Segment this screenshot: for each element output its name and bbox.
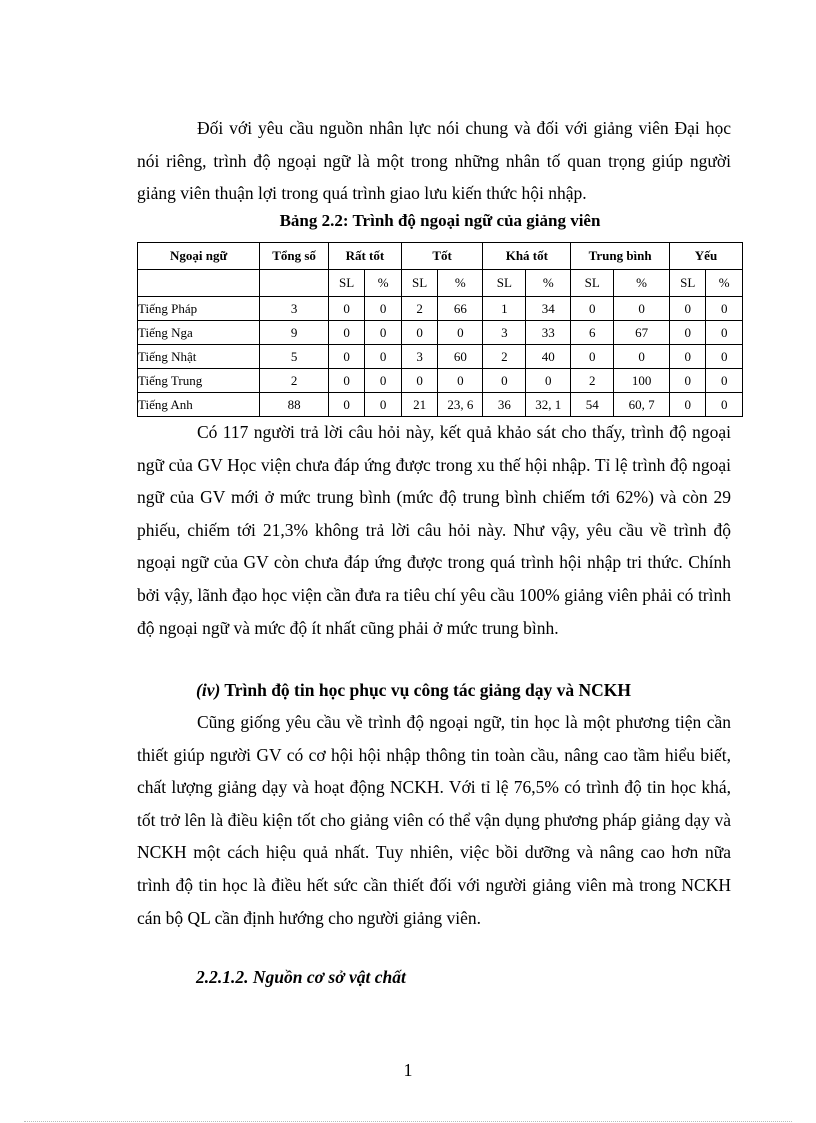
subheader-pct: % bbox=[365, 270, 401, 297]
subheader-sl: SL bbox=[483, 270, 526, 297]
cell: 21 bbox=[401, 393, 437, 417]
cell: 3 bbox=[483, 321, 526, 345]
cell: 0 bbox=[526, 369, 571, 393]
intro-paragraph: Đối với yêu cầu nguồn nhân lực nói chung và đối với giảng viên Đại học nói riêng, trình độ ngoại ngữ là một trong những nhân tố quan trọng giúp người giảng viên thuận lợi trong quá trình giao lưu kiến thức hội nhập. bbox=[137, 118, 731, 204]
cell: 2 bbox=[571, 369, 614, 393]
subheader-empty bbox=[138, 270, 260, 297]
cell: 0 bbox=[328, 321, 364, 345]
row-total: 9 bbox=[260, 321, 329, 345]
cell: 54 bbox=[571, 393, 614, 417]
cell: 0 bbox=[483, 369, 526, 393]
cell: 0 bbox=[669, 321, 705, 345]
section-heading: 2.2.1.2. Nguồn cơ sở vật chất bbox=[196, 967, 406, 987]
cell: 0 bbox=[438, 321, 483, 345]
cell: 23, 6 bbox=[438, 393, 483, 417]
table-row bbox=[138, 345, 743, 369]
table-subheader-row bbox=[138, 270, 743, 297]
cell: 0 bbox=[706, 393, 743, 417]
cell: 0 bbox=[614, 297, 670, 321]
header-fairly-good: Khá tốt bbox=[483, 243, 571, 270]
cell: 66 bbox=[438, 297, 483, 321]
cell: 36 bbox=[483, 393, 526, 417]
row-total: 2 bbox=[260, 369, 329, 393]
subheader-sl: SL bbox=[401, 270, 437, 297]
cell: 34 bbox=[526, 297, 571, 321]
cell: 60 bbox=[438, 345, 483, 369]
cell: 2 bbox=[483, 345, 526, 369]
cell: 32, 1 bbox=[526, 393, 571, 417]
subheader-pct: % bbox=[706, 270, 743, 297]
cell: 40 bbox=[526, 345, 571, 369]
survey-paragraph: Có 117 người trả lời câu hỏi này, kết quả khảo sát cho thấy, trình độ ngoại ngữ của GV Học viện chưa đáp ứng được trong xu thế hội nhập. Tỉ lệ trình độ ngoại ngữ của GV mới ở mức trung bình (mức độ trung bình chiếm tới 62%) và còn 29 phiếu, chiếm tới 21,3% không trả lời câu hỏi này. Như vậy, yêu cầu về trình độ ngoại ngữ của GV còn chưa đáp ứng được trong quá trình hội nhập tri thức. Chính bởi vậy, lãnh đạo học viện cần đưa ra tiêu chí yêu cầu 100% giảng viên phải có trình độ ngoại ngữ và mức độ ít nhất cũng phải ở mức trung bình. bbox=[137, 422, 731, 638]
cell: 0 bbox=[438, 369, 483, 393]
row-language: Tiếng Nhật bbox=[138, 345, 260, 369]
cell: 3 bbox=[401, 345, 437, 369]
cell: 0 bbox=[669, 393, 705, 417]
header-language: Ngoại ngữ bbox=[138, 243, 260, 270]
header-weak: Yếu bbox=[669, 243, 742, 270]
subheader-pct: % bbox=[614, 270, 670, 297]
subheader-empty bbox=[260, 270, 329, 297]
cell: 6 bbox=[571, 321, 614, 345]
table-header-row bbox=[138, 243, 743, 270]
language-level-table bbox=[137, 242, 743, 417]
cell: 0 bbox=[614, 345, 670, 369]
row-language: Tiếng Trung bbox=[138, 369, 260, 393]
cell: 0 bbox=[328, 369, 364, 393]
cell: 0 bbox=[571, 297, 614, 321]
cell: 0 bbox=[365, 297, 401, 321]
row-total: 3 bbox=[260, 297, 329, 321]
cell: 0 bbox=[669, 297, 705, 321]
cell: 0 bbox=[401, 321, 437, 345]
cell: 0 bbox=[706, 369, 743, 393]
cell: 0 bbox=[328, 345, 364, 369]
cell: 60, 7 bbox=[614, 393, 670, 417]
table-row bbox=[138, 393, 743, 417]
table-row bbox=[138, 297, 743, 321]
page-number: 1 bbox=[403, 1060, 413, 1080]
row-language: Tiếng Nga bbox=[138, 321, 260, 345]
row-language: Tiếng Pháp bbox=[138, 297, 260, 321]
it-paragraph: Cũng giống yêu cầu về trình độ ngoại ngữ, tin học là một phương tiện cần thiết giúp người GV có cơ hội hội nhập thông tin toàn cầu, nâng cao tầm hiểu biết, chất lượng giảng dạy và hoạt động NCKH. Với tỉ lệ 76,5% có trình độ tin học khá, tốt trở lên là điều kiện tốt cho giảng viên có thể vận dụng phương pháp giảng dạy và NCKH một cách hiệu quả nhất. Tuy nhiên, việc bồi dưỡng và nâng cao hơn nữa trình độ tin học là điều hết sức cần thiết đối với người giảng viên mà trong NCKH cán bộ QL cần định hướng cho người giảng viên. bbox=[137, 712, 731, 928]
cell: 67 bbox=[614, 321, 670, 345]
cell: 0 bbox=[669, 369, 705, 393]
cell: 0 bbox=[706, 345, 743, 369]
cell: 0 bbox=[706, 321, 743, 345]
subheader-pct: % bbox=[438, 270, 483, 297]
page-bottom-rule bbox=[24, 1121, 792, 1122]
cell: 0 bbox=[706, 297, 743, 321]
cell: 100 bbox=[614, 369, 670, 393]
row-total: 88 bbox=[260, 393, 329, 417]
cell: 0 bbox=[365, 393, 401, 417]
cell: 0 bbox=[571, 345, 614, 369]
cell: 2 bbox=[401, 297, 437, 321]
cell: 0 bbox=[669, 345, 705, 369]
cell: 0 bbox=[365, 345, 401, 369]
header-good: Tốt bbox=[401, 243, 483, 270]
header-very-good: Rất tốt bbox=[328, 243, 401, 270]
subheading-label: (iv) bbox=[196, 680, 221, 700]
cell: 0 bbox=[365, 369, 401, 393]
subheading-text: Trình độ tin học phục vụ công tác giảng dạy và NCKH bbox=[220, 680, 631, 700]
header-average: Trung bình bbox=[571, 243, 670, 270]
cell: 1 bbox=[483, 297, 526, 321]
subheader-sl: SL bbox=[571, 270, 614, 297]
row-total: 5 bbox=[260, 345, 329, 369]
cell: 0 bbox=[401, 369, 437, 393]
table-caption: Bảng 2.2: Trình độ ngoại ngữ của giảng viên bbox=[279, 211, 601, 230]
subheading-it-skills bbox=[196, 680, 631, 701]
cell: 0 bbox=[328, 297, 364, 321]
cell: 33 bbox=[526, 321, 571, 345]
subheader-pct: % bbox=[526, 270, 571, 297]
subheader-sl: SL bbox=[328, 270, 364, 297]
row-language: Tiếng Anh bbox=[138, 393, 260, 417]
table-row bbox=[138, 369, 743, 393]
header-total: Tổng số bbox=[260, 243, 329, 270]
cell: 0 bbox=[328, 393, 364, 417]
table-row bbox=[138, 321, 743, 345]
subheader-sl: SL bbox=[669, 270, 705, 297]
cell: 0 bbox=[365, 321, 401, 345]
